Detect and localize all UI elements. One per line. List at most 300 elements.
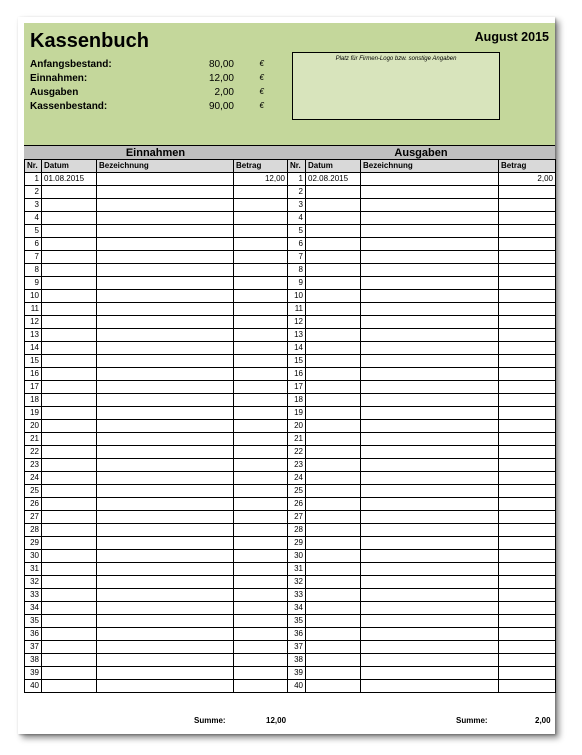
column-header-date: Datum: [42, 160, 97, 173]
row-number-cell: 10: [25, 290, 42, 303]
date-cell[interactable]: [306, 277, 361, 290]
amount-cell[interactable]: [499, 654, 556, 667]
date-cell[interactable]: [42, 615, 97, 628]
description-cell[interactable]: [361, 550, 499, 563]
row-number-cell: 8: [25, 264, 42, 277]
date-cell[interactable]: [306, 563, 361, 576]
date-cell[interactable]: [42, 446, 97, 459]
amount-cell[interactable]: [234, 199, 288, 212]
row-number-cell: 5: [288, 225, 306, 238]
description-cell[interactable]: [361, 342, 499, 355]
date-cell[interactable]: [42, 524, 97, 537]
date-cell[interactable]: [306, 264, 361, 277]
table-row: [288, 550, 556, 563]
description-cell[interactable]: [97, 615, 234, 628]
date-cell[interactable]: [42, 342, 97, 355]
date-cell[interactable]: [42, 550, 97, 563]
row-number-cell: 4: [288, 212, 306, 225]
amount-cell[interactable]: [234, 472, 288, 485]
description-cell[interactable]: [361, 290, 499, 303]
amount-cell[interactable]: [234, 446, 288, 459]
date-cell[interactable]: 02.08.2015: [306, 173, 361, 186]
date-cell[interactable]: [42, 277, 97, 290]
description-cell[interactable]: [361, 628, 499, 641]
date-cell[interactable]: [306, 667, 361, 680]
table-row: [25, 511, 288, 524]
description-cell[interactable]: [97, 667, 234, 680]
table-row: [25, 563, 288, 576]
amount-cell[interactable]: [499, 186, 556, 199]
date-cell[interactable]: [42, 472, 97, 485]
description-cell[interactable]: [97, 511, 234, 524]
description-cell[interactable]: [361, 537, 499, 550]
date-cell[interactable]: [42, 303, 97, 316]
date-cell[interactable]: [42, 589, 97, 602]
description-cell[interactable]: [97, 576, 234, 589]
amount-cell[interactable]: [499, 498, 556, 511]
amount-cell[interactable]: [499, 537, 556, 550]
description-cell[interactable]: [97, 498, 234, 511]
date-cell[interactable]: [306, 303, 361, 316]
income-rows: [25, 173, 288, 693]
amount-cell[interactable]: [499, 563, 556, 576]
description-cell[interactable]: [361, 251, 499, 264]
date-cell[interactable]: [306, 485, 361, 498]
description-cell[interactable]: [97, 537, 234, 550]
amount-cell[interactable]: [499, 420, 556, 433]
amount-cell[interactable]: 12,00: [234, 173, 288, 186]
date-cell[interactable]: [42, 628, 97, 641]
amount-cell[interactable]: [234, 290, 288, 303]
row-number-cell: 31: [25, 563, 42, 576]
amount-cell[interactable]: [499, 290, 556, 303]
description-cell[interactable]: [361, 173, 499, 186]
description-cell[interactable]: [97, 329, 234, 342]
description-cell[interactable]: [97, 381, 234, 394]
date-cell[interactable]: [306, 524, 361, 537]
amount-cell[interactable]: [499, 212, 556, 225]
description-cell[interactable]: [361, 446, 499, 459]
description-cell[interactable]: [97, 212, 234, 225]
amount-cell[interactable]: [234, 576, 288, 589]
date-cell[interactable]: [42, 368, 97, 381]
date-cell[interactable]: [42, 537, 97, 550]
summary-value: 12,00: [208, 73, 234, 84]
date-cell[interactable]: [306, 329, 361, 342]
amount-cell[interactable]: [234, 394, 288, 407]
row-number-cell: 2: [25, 186, 42, 199]
description-cell[interactable]: [97, 225, 234, 238]
description-cell[interactable]: [97, 238, 234, 251]
date-cell[interactable]: [42, 381, 97, 394]
date-cell[interactable]: [42, 264, 97, 277]
amount-cell[interactable]: [234, 641, 288, 654]
table-row: [25, 407, 288, 420]
amount-cell[interactable]: [499, 251, 556, 264]
table-row: [288, 199, 556, 212]
amount-cell[interactable]: [499, 641, 556, 654]
description-cell[interactable]: [361, 355, 499, 368]
date-cell[interactable]: [306, 472, 361, 485]
amount-cell[interactable]: [499, 485, 556, 498]
description-cell[interactable]: [361, 602, 499, 615]
amount-cell[interactable]: [499, 628, 556, 641]
date-cell[interactable]: [42, 329, 97, 342]
description-cell[interactable]: [97, 680, 234, 693]
table-row: [288, 524, 556, 537]
date-cell[interactable]: [42, 238, 97, 251]
description-cell[interactable]: [97, 654, 234, 667]
amount-cell[interactable]: [234, 251, 288, 264]
amount-cell[interactable]: [499, 303, 556, 316]
amount-cell[interactable]: [234, 550, 288, 563]
date-cell[interactable]: [306, 238, 361, 251]
amount-cell[interactable]: [499, 589, 556, 602]
amount-cell[interactable]: [234, 498, 288, 511]
logo-placeholder-box[interactable]: [292, 52, 500, 120]
table-row: [288, 394, 556, 407]
amount-cell[interactable]: [499, 550, 556, 563]
description-cell[interactable]: [97, 277, 234, 290]
description-cell[interactable]: [361, 498, 499, 511]
amount-cell[interactable]: [499, 394, 556, 407]
amount-cell[interactable]: [499, 329, 556, 342]
table-row: [288, 589, 556, 602]
amount-cell[interactable]: [499, 238, 556, 251]
description-cell[interactable]: [361, 433, 499, 446]
description-cell[interactable]: [361, 654, 499, 667]
amount-cell[interactable]: [499, 316, 556, 329]
description-cell[interactable]: [97, 602, 234, 615]
amount-cell[interactable]: [499, 381, 556, 394]
table-row: [288, 667, 556, 680]
date-cell[interactable]: [306, 446, 361, 459]
date-cell[interactable]: [42, 199, 97, 212]
date-cell[interactable]: [306, 186, 361, 199]
row-number-cell: 23: [25, 459, 42, 472]
description-cell[interactable]: [361, 615, 499, 628]
summary-value: 2,00: [214, 87, 234, 98]
description-cell[interactable]: [361, 667, 499, 680]
description-cell[interactable]: [361, 186, 499, 199]
row-number-cell: 16: [288, 368, 306, 381]
table-row: [25, 654, 288, 667]
description-cell[interactable]: [97, 524, 234, 537]
summary-label: Einnahmen:: [30, 73, 88, 84]
description-cell[interactable]: [97, 446, 234, 459]
amount-cell[interactable]: [234, 381, 288, 394]
description-cell[interactable]: [97, 394, 234, 407]
income-sum-value: 12,00: [266, 716, 287, 725]
description-cell[interactable]: [361, 680, 499, 693]
date-cell[interactable]: [306, 641, 361, 654]
description-cell[interactable]: [361, 368, 499, 381]
amount-cell[interactable]: [234, 459, 288, 472]
description-cell[interactable]: [97, 173, 234, 186]
amount-cell[interactable]: [499, 459, 556, 472]
amount-cell[interactable]: [234, 355, 288, 368]
amount-cell[interactable]: [499, 407, 556, 420]
amount-cell[interactable]: [234, 186, 288, 199]
amount-cell[interactable]: [234, 589, 288, 602]
date-cell[interactable]: [42, 511, 97, 524]
date-cell[interactable]: [42, 433, 97, 446]
amount-cell[interactable]: [234, 277, 288, 290]
description-cell[interactable]: [97, 485, 234, 498]
amount-cell[interactable]: [234, 303, 288, 316]
date-cell[interactable]: [306, 615, 361, 628]
description-cell[interactable]: [97, 264, 234, 277]
table-row: [288, 628, 556, 641]
amount-cell[interactable]: [234, 420, 288, 433]
amount-cell[interactable]: [234, 511, 288, 524]
table-row: [288, 173, 556, 186]
table-row: [288, 277, 556, 290]
amount-cell[interactable]: [234, 602, 288, 615]
amount-cell[interactable]: [234, 316, 288, 329]
amount-cell[interactable]: [234, 524, 288, 537]
date-cell[interactable]: 01.08.2015: [42, 173, 97, 186]
date-cell[interactable]: [306, 680, 361, 693]
description-cell[interactable]: [97, 407, 234, 420]
table-row: [288, 680, 556, 693]
description-cell[interactable]: [97, 290, 234, 303]
currency-symbol: €: [259, 73, 264, 82]
amount-cell[interactable]: [499, 225, 556, 238]
description-cell[interactable]: [361, 641, 499, 654]
description-cell[interactable]: [97, 186, 234, 199]
date-cell[interactable]: [42, 602, 97, 615]
date-cell[interactable]: [306, 511, 361, 524]
description-cell[interactable]: [361, 524, 499, 537]
description-cell[interactable]: [361, 511, 499, 524]
date-cell[interactable]: [306, 420, 361, 433]
date-cell[interactable]: [306, 433, 361, 446]
date-cell[interactable]: [42, 251, 97, 264]
date-cell[interactable]: [42, 186, 97, 199]
amount-cell[interactable]: [499, 680, 556, 693]
table-row: [288, 316, 556, 329]
income-sum-label: Summe:: [194, 716, 226, 725]
amount-cell[interactable]: [499, 615, 556, 628]
amount-cell[interactable]: [499, 511, 556, 524]
description-cell[interactable]: [97, 342, 234, 355]
amount-cell[interactable]: [234, 264, 288, 277]
row-number-cell: 9: [25, 277, 42, 290]
amount-cell[interactable]: [499, 602, 556, 615]
date-cell[interactable]: [42, 420, 97, 433]
amount-cell[interactable]: [234, 563, 288, 576]
date-cell[interactable]: [306, 251, 361, 264]
date-cell[interactable]: [306, 407, 361, 420]
date-cell[interactable]: [306, 368, 361, 381]
date-cell[interactable]: [42, 641, 97, 654]
description-cell[interactable]: [97, 550, 234, 563]
description-cell[interactable]: [361, 238, 499, 251]
date-cell[interactable]: [306, 316, 361, 329]
row-number-cell: 16: [25, 368, 42, 381]
date-cell[interactable]: [306, 498, 361, 511]
description-cell[interactable]: [361, 576, 499, 589]
description-cell[interactable]: [97, 589, 234, 602]
description-cell[interactable]: [97, 368, 234, 381]
description-cell[interactable]: [97, 433, 234, 446]
date-cell[interactable]: [306, 225, 361, 238]
amount-cell[interactable]: [499, 524, 556, 537]
description-cell[interactable]: [361, 212, 499, 225]
date-cell[interactable]: [42, 563, 97, 576]
description-cell[interactable]: [361, 394, 499, 407]
table-row: [25, 394, 288, 407]
row-number-cell: 8: [288, 264, 306, 277]
description-cell[interactable]: [97, 628, 234, 641]
date-cell[interactable]: [306, 394, 361, 407]
description-cell[interactable]: [361, 485, 499, 498]
date-cell[interactable]: [306, 290, 361, 303]
row-number-cell: 25: [288, 485, 306, 498]
description-cell[interactable]: [97, 199, 234, 212]
date-cell[interactable]: [42, 667, 97, 680]
description-cell[interactable]: [361, 264, 499, 277]
description-cell[interactable]: [97, 563, 234, 576]
description-cell[interactable]: [361, 277, 499, 290]
amount-cell[interactable]: [234, 407, 288, 420]
description-cell[interactable]: [361, 563, 499, 576]
date-cell[interactable]: [306, 381, 361, 394]
table-row: [25, 485, 288, 498]
amount-cell[interactable]: [234, 667, 288, 680]
amount-cell[interactable]: [234, 368, 288, 381]
summary-value: 90,00: [208, 101, 234, 112]
table-row: [288, 264, 556, 277]
row-number-cell: 30: [288, 550, 306, 563]
description-cell[interactable]: [361, 459, 499, 472]
amount-cell[interactable]: [499, 433, 556, 446]
column-header-amount: Betrag: [234, 160, 288, 173]
description-cell[interactable]: [97, 251, 234, 264]
amount-cell[interactable]: [234, 212, 288, 225]
date-cell[interactable]: [306, 654, 361, 667]
date-cell[interactable]: [306, 602, 361, 615]
table-row: [288, 420, 556, 433]
description-cell[interactable]: [97, 420, 234, 433]
amount-cell[interactable]: [234, 485, 288, 498]
date-cell[interactable]: [42, 355, 97, 368]
date-cell[interactable]: [42, 212, 97, 225]
table-row: [25, 641, 288, 654]
amount-cell[interactable]: 2,00: [499, 173, 556, 186]
description-cell[interactable]: [97, 641, 234, 654]
row-number-cell: 22: [25, 446, 42, 459]
description-cell[interactable]: [97, 316, 234, 329]
amount-cell[interactable]: [499, 472, 556, 485]
row-number-cell: 23: [288, 459, 306, 472]
amount-cell[interactable]: [234, 433, 288, 446]
row-number-cell: 7: [288, 251, 306, 264]
row-number-cell: 22: [288, 446, 306, 459]
amount-cell[interactable]: [234, 238, 288, 251]
table-row: [25, 550, 288, 563]
description-cell[interactable]: [361, 472, 499, 485]
description-cell[interactable]: [361, 420, 499, 433]
table-row: [25, 251, 288, 264]
amount-cell[interactable]: [234, 680, 288, 693]
description-cell[interactable]: [361, 199, 499, 212]
description-cell[interactable]: [361, 329, 499, 342]
table-row: [25, 589, 288, 602]
date-cell[interactable]: [306, 550, 361, 563]
row-number-cell: 33: [25, 589, 42, 602]
amount-cell[interactable]: [499, 355, 556, 368]
date-cell[interactable]: [42, 407, 97, 420]
amount-cell[interactable]: [499, 342, 556, 355]
date-cell[interactable]: [306, 355, 361, 368]
description-cell[interactable]: [97, 472, 234, 485]
date-cell[interactable]: [306, 459, 361, 472]
summary-label: Kassenbestand:: [30, 101, 108, 112]
date-cell[interactable]: [306, 537, 361, 550]
expenses-rows: [288, 173, 556, 693]
description-cell[interactable]: [361, 303, 499, 316]
description-cell[interactable]: [361, 589, 499, 602]
amount-cell[interactable]: [499, 667, 556, 680]
description-cell[interactable]: [361, 407, 499, 420]
date-cell[interactable]: [42, 576, 97, 589]
amount-cell[interactable]: [499, 277, 556, 290]
amount-cell[interactable]: [234, 615, 288, 628]
date-cell[interactable]: [306, 199, 361, 212]
date-cell[interactable]: [42, 498, 97, 511]
date-cell[interactable]: [42, 654, 97, 667]
row-number-cell: 9: [288, 277, 306, 290]
date-cell[interactable]: [42, 394, 97, 407]
date-cell[interactable]: [306, 212, 361, 225]
row-number-cell: 12: [288, 316, 306, 329]
date-cell[interactable]: [42, 316, 97, 329]
date-cell[interactable]: [306, 628, 361, 641]
date-cell[interactable]: [306, 576, 361, 589]
description-cell[interactable]: [97, 355, 234, 368]
amount-cell[interactable]: [499, 576, 556, 589]
description-cell[interactable]: [361, 381, 499, 394]
description-cell[interactable]: [361, 316, 499, 329]
amount-cell[interactable]: [234, 537, 288, 550]
amount-cell[interactable]: [499, 264, 556, 277]
table-row: [25, 446, 288, 459]
date-cell[interactable]: [306, 589, 361, 602]
description-cell[interactable]: [361, 225, 499, 238]
amount-cell[interactable]: [234, 225, 288, 238]
row-number-cell: 26: [288, 498, 306, 511]
amount-cell[interactable]: [234, 329, 288, 342]
date-cell[interactable]: [42, 225, 97, 238]
amount-cell[interactable]: [234, 342, 288, 355]
description-cell[interactable]: [97, 459, 234, 472]
description-cell[interactable]: [97, 303, 234, 316]
amount-cell[interactable]: [499, 368, 556, 381]
date-cell[interactable]: [306, 342, 361, 355]
amount-cell[interactable]: [499, 446, 556, 459]
table-row: [288, 238, 556, 251]
amount-cell[interactable]: [234, 654, 288, 667]
date-cell[interactable]: [42, 459, 97, 472]
amount-cell[interactable]: [499, 199, 556, 212]
date-cell[interactable]: [42, 680, 97, 693]
amount-cell[interactable]: [234, 628, 288, 641]
date-cell[interactable]: [42, 485, 97, 498]
date-cell[interactable]: [42, 290, 97, 303]
row-number-cell: 18: [25, 394, 42, 407]
